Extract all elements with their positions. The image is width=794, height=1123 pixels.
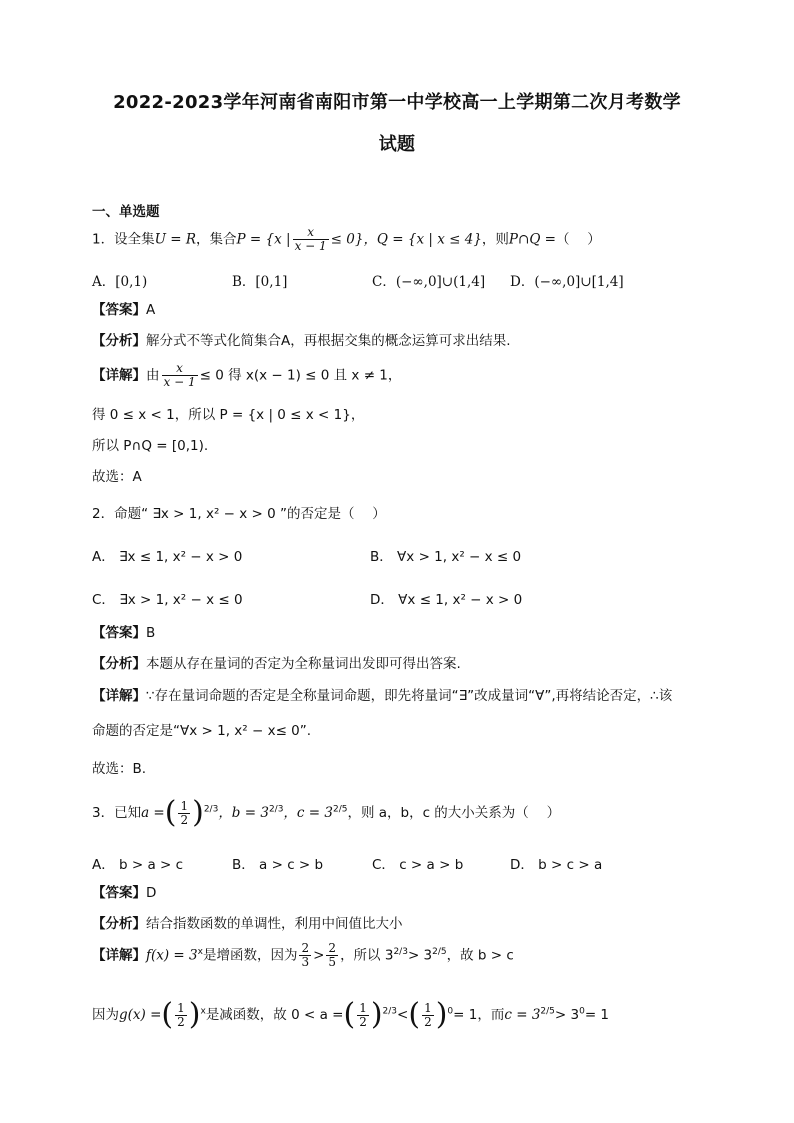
q1-universal-set: U = R	[154, 231, 197, 248]
q3-detail-2c: = 1，而	[453, 1007, 505, 1023]
q1-detail-1a: 由	[146, 367, 160, 384]
q3-analysis-text: 结合指数函数的单调性，利用中间值比大小	[146, 916, 403, 932]
q3-half-fraction	[178, 800, 190, 827]
q1-analysis-text: 解分式不等式化简集合A，再根据交集的概念运算可求出结果.	[146, 333, 511, 349]
q1-set-p-right: ≤ 0}	[330, 231, 364, 248]
q3-analysis-tag: 【分析】	[92, 916, 146, 932]
q3-detail-2a: 因为	[92, 1007, 119, 1023]
q2-detail-line1	[92, 687, 672, 705]
q1-answer-tag: 【答案】	[92, 302, 146, 318]
q3-option-c: C． c > a > b	[372, 857, 464, 873]
q1-number-text: 1．设全集	[92, 231, 155, 248]
q3-detail-2-exp-0: 0	[447, 1006, 454, 1017]
q3-answer-tag: 【答案】	[92, 885, 146, 901]
q3-a-base-fraction	[357, 1002, 369, 1029]
q3-detail-2e-exp: 0	[579, 1006, 585, 1017]
q3-g-right-paren: )	[188, 997, 201, 1032]
q2-option-a: A． ∃x ≤ 1, x² − x > 0	[92, 549, 243, 565]
q2-answer-tag: 【答案】	[92, 625, 146, 641]
q3-g-base-den: 2	[177, 1014, 185, 1029]
q3-f-exponent: x	[197, 947, 203, 957]
q3-detail-2-exp-a: 2/3	[382, 1006, 398, 1017]
q1-blank: （ ）	[556, 231, 601, 248]
q3-lt-sign: <	[397, 1007, 409, 1023]
q3-g-left-paren: (	[161, 997, 174, 1032]
q1-detail-line2: 得 0 ≤ x < 1，所以 P = {x | 0 ≤ x < 1}，	[92, 407, 365, 423]
q1-detail-frac-denominator: x − 1	[163, 375, 196, 389]
q2-detail-line2: 命题的否定是“∀x > 1, x² − x≤ 0”.	[92, 723, 312, 739]
q3-detail-line2	[92, 997, 610, 1040]
q1-option-b: B．[0,1]	[232, 274, 288, 290]
q1-stem	[92, 226, 601, 253]
q3-frac-25-den: 5	[328, 955, 337, 969]
q2-option-c: C． ∃x > 1, x² − x ≤ 0	[92, 592, 243, 608]
q1-detail-line3: 所以 P∩Q = [0,1).	[92, 438, 209, 454]
q3-c-part: ，c = 3	[283, 805, 333, 821]
q1-option-a: A．[0,1)	[92, 274, 148, 290]
q1-detail-fraction	[162, 362, 198, 389]
q3-frac-23-den: 3	[301, 955, 310, 969]
q3-option-a: A． b > a > c	[92, 857, 184, 873]
q2-answer	[92, 624, 155, 642]
q3-analysis	[92, 915, 403, 933]
q3-stem-end: ，则 a，b，c 的大小关系为（ ）	[347, 805, 561, 821]
q1-set-p-fraction	[293, 226, 329, 253]
q3-answer	[92, 884, 156, 902]
q2-option-b: B． ∀x > 1, x² − x ≤ 0	[370, 549, 522, 565]
q3-detail-tag: 【详解】	[92, 947, 146, 964]
q1-set-p-left: P = {x |	[236, 231, 291, 248]
q3-detail-1b: 是增函数，因为	[202, 947, 298, 964]
q1-option-d: D．(−∞,0]∪[1,4]	[510, 274, 624, 290]
q3-detail-1c-exp: 2/3	[393, 947, 408, 957]
q2-options-row2	[0, 588, 794, 606]
q3-detail-1d: > 3	[407, 947, 433, 964]
q1-detail-line1	[92, 362, 401, 389]
q3-number-text: 3．已知	[92, 805, 142, 821]
q3-b-part: ，b = 3	[218, 805, 269, 821]
q3-a-right-paren: )	[370, 997, 383, 1032]
document-title-line1: 2022-2023学年河南省南阳市第一中学校高一上学期第二次月考数学	[113, 92, 681, 113]
q2-stem: 2．命题“ ∃x > 1, x² − x > 0 ”的否定是（ ）	[92, 506, 386, 522]
q3-frac-23-num: 2	[301, 941, 310, 955]
q1-options	[0, 270, 794, 288]
document-title-line2: 试题	[378, 134, 416, 155]
q3-f-def: f(x) = 3	[146, 947, 198, 964]
q1-detail-1b: ≤ 0 得 x(x − 1) ≤ 0 且 x ≠ 1，	[199, 367, 402, 384]
q3-detail-2d: c = 3	[504, 1007, 541, 1023]
q3-detail-2d-exp: 2/5	[540, 1006, 555, 1017]
q2-answer-value: B	[146, 625, 156, 641]
q2-analysis-text: 本题从存在量词的否定为全称量词出发即可得出答案.	[146, 656, 461, 672]
q1-option-c: C．(−∞,0]∪(1,4]	[372, 274, 486, 290]
q3-a-base-num: 1	[359, 1000, 367, 1015]
q2-choose: 故选：B.	[92, 761, 147, 777]
q1-analysis	[92, 332, 511, 350]
q3-g-exponent: x	[200, 1006, 206, 1017]
q3-a-left-paren: (	[343, 997, 356, 1032]
section-heading: 一、单选题	[92, 204, 160, 220]
q1-choose: 故选：A	[92, 469, 142, 485]
q3-half-denominator: 2	[180, 812, 189, 827]
q3-zero-base-fraction	[422, 1002, 434, 1029]
q3-gt-sign: >	[313, 947, 325, 964]
q1-intersection-expr: P∩Q =	[508, 231, 556, 248]
q3-zero-left-paren: (	[408, 997, 421, 1032]
q3-options	[0, 853, 794, 871]
q1-analysis-tag: 【分析】	[92, 333, 146, 349]
q2-analysis	[92, 655, 461, 673]
q3-g-def: g(x) =	[119, 1007, 162, 1023]
q3-stem	[92, 795, 561, 834]
q3-zero-base-num: 1	[424, 1000, 432, 1015]
q3-frac-25-num: 2	[328, 941, 337, 955]
q3-answer-value: D	[146, 885, 157, 901]
q1-frac-denominator: x − 1	[294, 239, 327, 253]
q2-detail-tag: 【详解】	[92, 688, 146, 704]
q3-g-base-num: 1	[177, 1000, 185, 1015]
q1-detail-tag: 【详解】	[92, 367, 146, 384]
q1-set-q: ，Q = {x | x ≤ 4}	[363, 231, 482, 248]
q3-detail-2e: > 3	[554, 1007, 580, 1023]
q3-zero-right-paren: )	[435, 997, 448, 1032]
q3-g-base-fraction	[175, 1002, 187, 1029]
q3-detail-1c: ，所以 3	[340, 947, 394, 964]
q2-detail-1: ∵存在量词命题的否定是全称量词命题，即先将量词“∃”改成量词“∀”,再将结论否定，∴该	[146, 688, 673, 704]
q1-answer-value: A	[146, 302, 156, 318]
q1-answer	[92, 301, 155, 319]
q3-right-paren: )	[192, 795, 204, 830]
q1-stem-mid: ，集合	[196, 231, 237, 248]
q3-zero-base-den: 2	[424, 1014, 432, 1029]
q3-left-paren: (	[164, 795, 177, 830]
q1-stem-then: ，则	[481, 231, 509, 248]
q3-detail-line1	[92, 942, 514, 978]
q1-frac-numerator: x	[293, 226, 329, 240]
q3-detail-1d-exp: 2/5	[432, 947, 447, 957]
q3-option-b: B． a > c > b	[232, 857, 324, 873]
q3-a-lhs: a =	[141, 805, 165, 821]
q3-a-base-den: 2	[359, 1014, 367, 1029]
q3-b-exponent: 2/3	[268, 804, 284, 815]
q3-option-d: D． b > c > a	[510, 857, 603, 873]
q2-option-d: D． ∀x ≤ 1, x² − x > 0	[370, 592, 523, 608]
q2-options-row1	[0, 545, 794, 563]
q3-frac-two-fifths	[326, 942, 338, 969]
q3-c-exponent: 2/5	[332, 804, 348, 815]
q3-a-exponent: 2/3	[203, 804, 219, 815]
q2-analysis-tag: 【分析】	[92, 656, 146, 672]
q3-detail-2f: = 1	[584, 1007, 610, 1023]
q3-detail-1e: ，故 b > c	[446, 947, 514, 964]
q3-detail-2b: 是减函数，故 0 < a =	[205, 1007, 344, 1023]
q1-detail-frac-numerator: x	[162, 362, 198, 376]
q3-half-numerator: 1	[180, 798, 189, 813]
q3-frac-two-thirds	[299, 942, 311, 969]
